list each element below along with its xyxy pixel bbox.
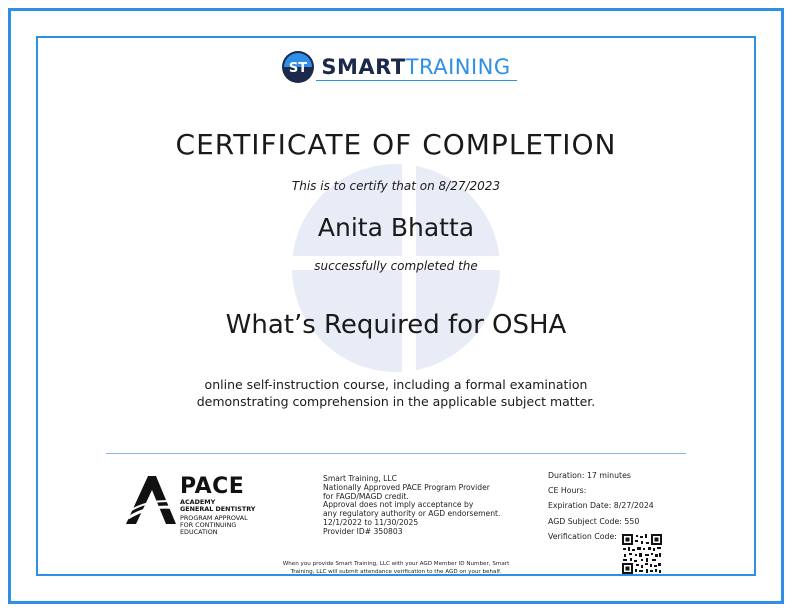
st-logo-icon [281,50,315,84]
brand-training: TRAINING [405,55,511,79]
corner-top-left [8,8,42,42]
provider-line-2: Nationally Approved PACE Program Provider [323,482,490,492]
brand-logo [0,50,792,84]
pace-line-1: ACADEMY [180,498,216,506]
agd-subject-code: AGD Subject Code: 550 [548,516,640,526]
expiration-date: Expiration Date: 8/27/2024 [548,501,654,511]
provider-line-4: Approval does not imply acceptance by [323,500,474,510]
pace-line-5: EDUCATION [180,528,218,536]
pace-academy-logo-icon [124,474,180,526]
footer-note [0,560,792,576]
footer-line-1: When you provide Smart Training, LLC with your AGD Member ID Number, Smart [282,561,510,567]
pace-line-4: FOR CONTINUING [180,521,237,529]
verification-code-label: Verification Code: [548,531,617,541]
certificate-title: CERTIFICATE OF COMPLETION [175,128,617,161]
pace-line-3: PROGRAM APPROVAL [180,514,248,522]
description-line-2: demonstrating comprehension in the applicable subject matter. [196,394,596,409]
divider [106,453,686,454]
provider-line-1: Smart Training, LLC [323,474,397,483]
certify-intro: This is to certify that on 8/27/2023 [291,179,501,193]
completed-text: successfully completed the [314,259,478,273]
ce-hours: CE Hours: [548,486,587,496]
description-line-1: online self-instruction course, including a formal examination [204,377,588,392]
svg-text:ST: ST [289,61,308,76]
pace-logo [124,474,274,540]
provider-line-6: 12/1/2022 to 11/30/2025 [323,517,419,527]
brand-name [321,55,510,79]
provider-line-3: for FAGD/MAGD credit. [323,491,409,501]
brand-underline [316,80,517,81]
provider-line-7: Provider ID# 350803 [323,526,403,536]
brand-smart: SMART [321,55,406,79]
pace-line-2: GENERAL DENTISTRY [180,505,256,513]
provider-line-5: any regulatory authority or AGD endorsement. [323,509,501,519]
pace-word: PACE [180,474,245,499]
course-title: What’s Required for OSHA [225,310,567,340]
recipient-name: Anita Bhatta [317,213,475,242]
provider-info [323,475,513,537]
footer-line-2: Training, LLC will submit attendance verification to the AGD on your behalf. [290,569,502,575]
duration: Duration: 17 minutes [548,471,631,480]
course-description [0,376,792,410]
